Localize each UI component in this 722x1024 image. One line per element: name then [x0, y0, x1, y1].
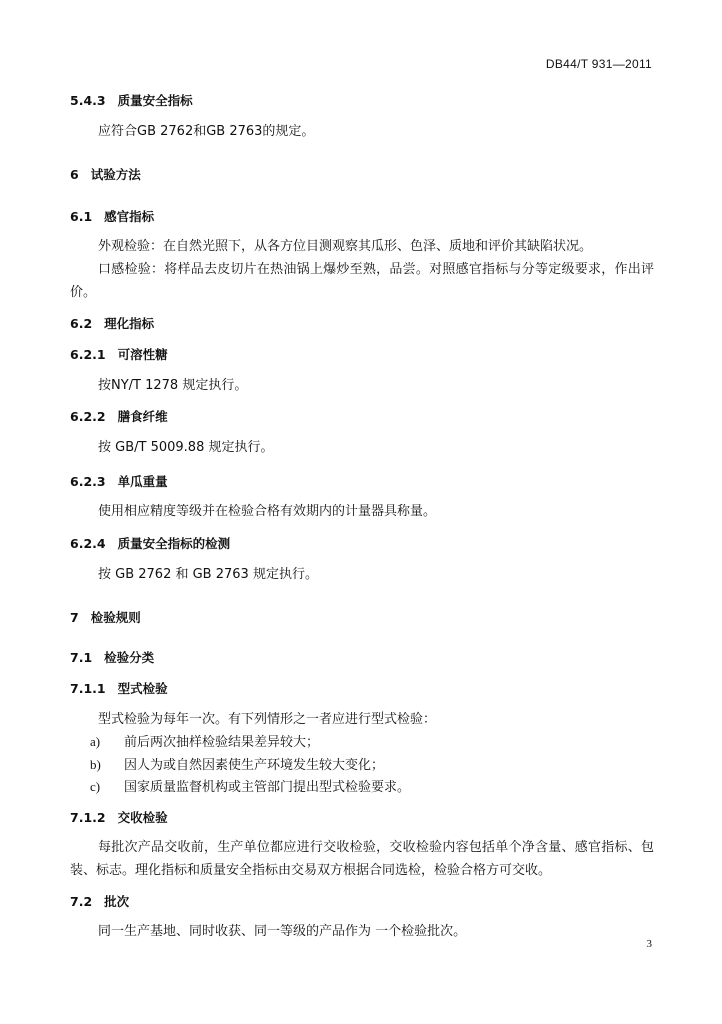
paragraph-7-2: 同一生产基地、同时收获、同一等级的产品作为 一个检验批次。 [98, 924, 467, 939]
heading-7-2 [70, 890, 654, 913]
heading-7-1-2 [70, 806, 654, 829]
list-item-text: 前后两次抽样检验结果差异较大； [124, 735, 320, 750]
list-marker: b) [90, 757, 101, 772]
heading-title: 膳食纤维 [117, 409, 168, 424]
list-marker: c) [90, 779, 101, 794]
heading-title: 检验分类 [104, 650, 155, 665]
heading-title: 可溶性糖 [117, 347, 168, 362]
heading-6-2 [70, 312, 654, 335]
heading-title: 质量安全指标 [117, 93, 193, 108]
paragraph-6-2-3: 使用相应精度等级并在检验合格有效期内的计量器具称量。 [98, 504, 437, 519]
heading-number: 7 [70, 610, 79, 625]
paragraph-6-1-appearance: 外观检验：在自然光照下，从各方位目测观察其瓜形、色泽、质地和评价其缺陷状况。 [98, 239, 593, 254]
list-item [70, 753, 674, 777]
heading-6-2-1 [70, 343, 654, 366]
heading-7-1-1 [70, 677, 654, 700]
heading-number: 7.1.1 [70, 681, 106, 696]
heading-6-1 [70, 205, 654, 228]
heading-number: 7.1 [70, 650, 93, 665]
paragraph-7-1-2: 每批次产品交收前，生产单位都应进行交收检验，交收检验内容包括单个净含量、感官指标、包装、标志。理化指标和质量安全指标由交易双方根据合同选检，检验合格方可交收。 [70, 840, 654, 878]
list-marker: a) [90, 734, 101, 749]
page-number: 3 [646, 938, 652, 950]
heading-title: 批次 [104, 894, 130, 909]
heading-title: 质量安全指标的检测 [117, 536, 231, 551]
heading-7 [70, 606, 654, 629]
heading-number: 7.1.2 [70, 810, 106, 825]
list-item [70, 775, 674, 799]
heading-6-2-3 [70, 470, 654, 493]
heading-number: 5.4.3 [70, 93, 106, 108]
heading-5-4-3 [70, 89, 654, 112]
heading-6-2-4 [70, 532, 654, 555]
heading-title: 单瓜重量 [117, 474, 168, 489]
heading-number: 6.2.1 [70, 347, 106, 362]
heading-title: 试验方法 [90, 167, 141, 182]
paragraph-6-2-4: 按 GB 2762 和 GB 2763 规定执行。 [98, 567, 318, 582]
list-item-text: 因人为或自然因素使生产环境发生较大变化； [124, 758, 385, 773]
heading-title: 交收检验 [117, 810, 168, 825]
paragraph-6-2-2: 按 GB/T 5009.88 规定执行。 [98, 440, 274, 455]
heading-number: 6.2 [70, 316, 93, 331]
heading-title: 检验规则 [90, 610, 141, 625]
paragraph-5-4-3: 应符合GB 2762和GB 2763的规定。 [98, 124, 315, 139]
heading-number: 6.2.3 [70, 474, 106, 489]
list-item-text: 国家质量监督机构或主管部门提出型式检验要求。 [124, 780, 411, 795]
list-item [70, 730, 674, 754]
heading-6-2-2 [70, 405, 654, 428]
heading-title: 型式检验 [117, 681, 168, 696]
paragraph-7-1-1: 型式检验为每年一次。有下列情形之一者应进行型式检验： [98, 712, 437, 727]
heading-title: 感官指标 [104, 209, 155, 224]
heading-7-1 [70, 646, 654, 669]
heading-number: 6 [70, 167, 79, 182]
heading-number: 6.2.2 [70, 409, 106, 424]
heading-number: 6.1 [70, 209, 93, 224]
heading-6 [70, 163, 654, 186]
document-code: DB44/T 931—2011 [545, 57, 652, 71]
paragraph-6-1-taste: 口感检验：将样品去皮切片在热油锅上爆炒至熟，品尝。对照感官指标与分等定级要求，作出评价。 [70, 262, 654, 300]
heading-number: 7.2 [70, 894, 93, 909]
heading-number: 6.2.4 [70, 536, 106, 551]
paragraph-6-2-1: 按NY/T 1278 规定执行。 [98, 378, 248, 393]
heading-title: 理化指标 [104, 316, 155, 331]
